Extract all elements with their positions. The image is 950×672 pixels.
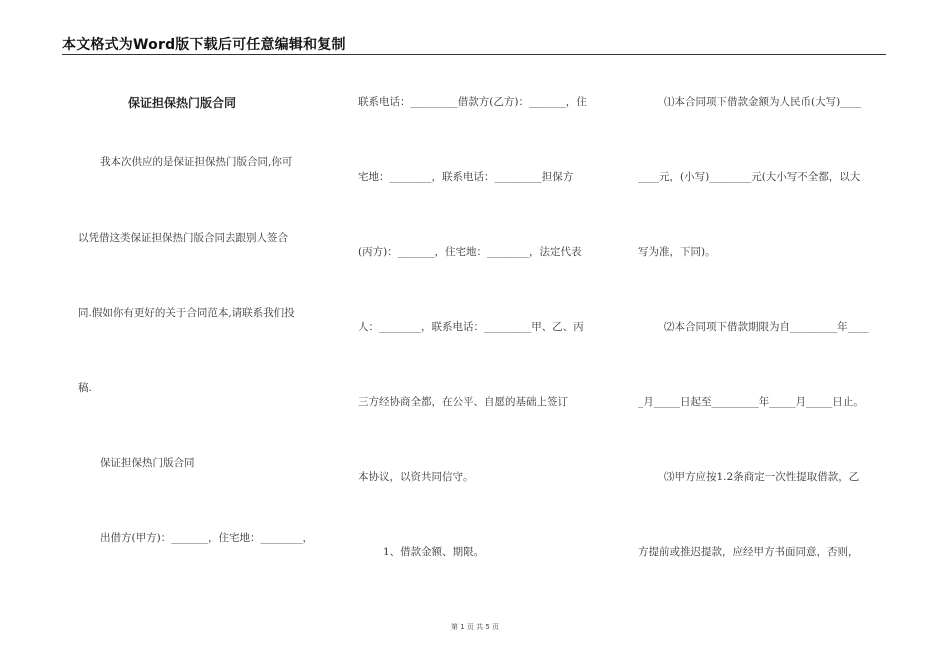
body-line: _月_____日起至_________年_____月_____日止。 [638,396,864,408]
body-line: 稿. [78,382,92,394]
body-line: 本协议，以资共同信守。 [358,471,474,483]
page-number: 第 1 页 共 5 页 [450,623,500,631]
section-subtitle: 保证担保热门版合同 [100,457,195,469]
header-divider [62,54,886,55]
body-line: 出借方(甲方)：_______，住宅地：________， [100,532,313,544]
body-line: 以凭借这类保证担保热门版合同去跟别人签合 [78,232,288,244]
document-header: 本文格式为Word版下载后可任意编辑和复制 [62,37,346,53]
section-heading: 1、借款金额、期限。 [383,546,485,558]
body-line: 三方经协商全都，在公平、自愿的基础上签订 [358,396,568,408]
body-line: ⑴本合同项下借款金额为人民币(大写)____ [664,96,862,108]
body-line: 联系电话：_________借款方(乙方)：_______，住 [358,96,587,108]
document-title: 保证担保热门版合同 [128,96,237,110]
body-line: 宅地：________，联系电话：_________担保方 [358,171,574,183]
body-line: ⑶甲方应按1.2条商定一次性提取借款，乙 [664,471,860,483]
body-line: 方提前或推迟提款，应经甲方书面同意，否则， [638,546,859,558]
body-line: 我本次供应的是保证担保热门版合同,你可 [100,156,293,168]
body-line: ⑵本合同项下借款期限为自_________年____ [664,321,869,333]
body-line: 写为准，下同)。 [638,246,716,258]
body-line: (丙方)：_______，住宅地：________，法定代表 [358,246,582,258]
body-line: 同.假如你有更好的关于合同范本,请联系我们投 [78,307,295,319]
body-line: 人：________，联系电话：_________甲、乙、丙 [358,321,584,333]
body-line: ____元，(小写)________元(大小写不全都，以大 [638,171,861,183]
